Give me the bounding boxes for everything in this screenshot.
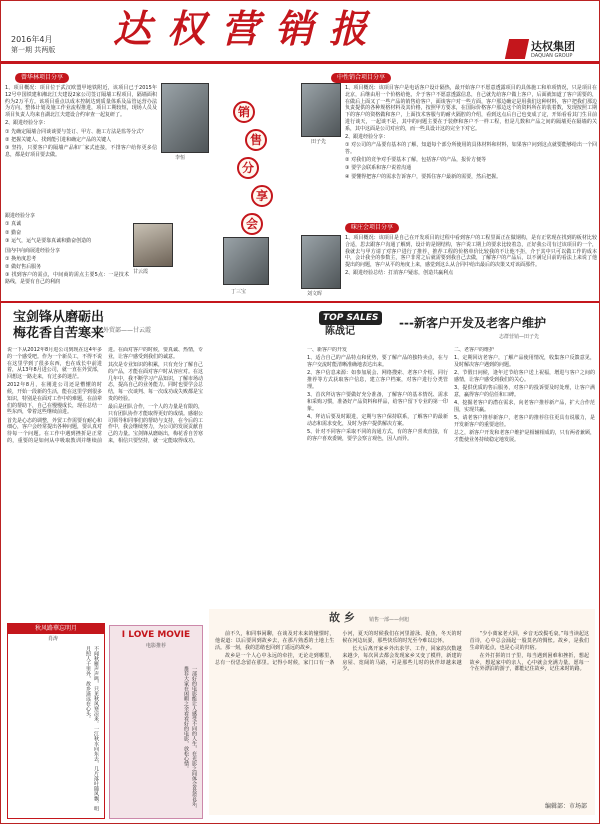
poem-author: 肖涛 xyxy=(48,636,59,642)
editor-credit: 编辑部：市场部 xyxy=(544,802,587,810)
paragraph: ④ 要懂得把客户的需求告诉客户，要抓住客户最新的需要，然后把握。 xyxy=(345,173,502,180)
paragraph: 4、挖掘老客户的潜在需求，向老客户推荐新产品，扩大合作范围，实现共赢。 xyxy=(454,400,595,413)
paragraph: 5、针对不同客户采取不同的沟通方式，有的客户喜欢直接，有的客户喜欢委婉，要学会察言观色，因人而异。 xyxy=(307,428,448,442)
company-logo xyxy=(507,39,593,61)
paragraph: 1、项目概况：该项目是自己在开发项目的过程中看到客户的工程里面正在做钢构，是有正常现在找到的板材比较合适，思去跟客户沟通了解到，设计的是钢结构，客户说工期上的要求比较着急，正好我公司有过该项目的一个，我就去与甲方请了对客户进行了推荐，推荐工程的价格单价比较我的不让他不拒，介于其中只可以做工作的成本中，会计我全的参数主，客户非常之后就需要到我自己去做，了解客户的产品后，以不满足目前的看法上来说了他提出的问题，客户从平的角度上来，感觉到这么从合同中给出最后的决策又对该面那件。 xyxy=(345,235,597,268)
paragraph: 2、跟进经验总结：打消客户疑虑，创造共赢利点 xyxy=(345,270,454,277)
paragraph: 说一下从2012年8月进公司到现在这4年多的一个感受吧。作为一个新员工，不得不说在这里学到了很多东西，也在成长中前进着，从13年8月进公司，就一直在外贸部，回想这一路走来，有过多的迷茫。 xyxy=(7,347,103,380)
movie-subtitle: 电影推荐 xyxy=(145,643,166,650)
movie-text: 一部好的电影能让人感受不同的人生，在光影之间体会喜怒哀乐，推荐大家在闲暇之余看看好的电影，放松心情。 xyxy=(183,666,197,811)
photo-caption: 李恒 xyxy=(175,155,186,161)
portrait-photo xyxy=(223,237,269,285)
followup-tips xyxy=(5,213,129,287)
left-share-section xyxy=(5,73,219,289)
hometown-article xyxy=(209,609,595,815)
portrait-photo xyxy=(301,235,341,289)
logo-mark-icon xyxy=(505,39,529,59)
seal-char: 售 xyxy=(245,129,267,151)
hometown-author: 销售一部——何旭 xyxy=(369,617,410,623)
portrait-photo xyxy=(133,223,173,267)
paragraph: 长大后离开家乡外出求学、工作，回家的次数越来越少，每次回去都会发现家乡又变了模样，新建的房屋、宽阔的马路，可是那些儿时的伙伴却越来越少。 xyxy=(342,646,462,673)
sales-banner xyxy=(303,307,593,347)
section-tag: 咪庄会项目分享 xyxy=(345,223,399,233)
paragraph: 5、请老客户推荐新客户，老客户的推荐往往更具有说服力，是开发新客户的重要途径。 xyxy=(454,415,595,428)
paragraph: 3、提供优质的售后服务，对客户的投诉要及时处理，让客户满意，赢得客户的信任和口碑。 xyxy=(454,385,595,398)
logo-text-en: DAQUAN GROUP xyxy=(531,53,573,59)
paragraph: 二、老客户的维护 xyxy=(454,347,495,353)
paragraph: 2012年8月，在刚进公司还是懵懂的时候，开始一段新的生活，能在这里学到很多知识，特别是在面对工作中的难题，在前辈们的帮助下，自己在慢慢成长，现在总结一些东西，带着这些继续前进。 xyxy=(7,382,103,416)
movie-box xyxy=(109,625,203,819)
list-item: ① 真诚 xyxy=(5,221,22,228)
sales-author: 志群营销—田子先 xyxy=(499,334,540,340)
sales-badge-cn: 陈战记 xyxy=(325,326,355,337)
paragraph: ② 把握关键人、找到能引进和确定产品的关键人 xyxy=(5,136,112,143)
feature-author: 外贸部——甘云霞 xyxy=(103,327,152,334)
paragraph: 3、首次拜访客户要做好充分准备，了解客户的基本情况、需求和采购习惯，准备好产品资料和样品，给客户留下专业的第一印象。 xyxy=(307,392,448,412)
paragraph: ① 对公司的产品要有基本的了解，知道每个部分所使用的具体材料和材料，如果客户问到这点就要能够给出一个回答。 xyxy=(345,142,597,155)
paragraph: 1、适合自己的产品特点和优势，要了解产品的独特卖点，在与客户交流时能清晰准确地表达出来。 xyxy=(307,355,448,368)
paragraph: 最后是团队合作，一个人的力量是有限的，只有团队协作才能取得更好的成绩。感谢公司领导和同事们的帮助与支持，在今后的工作中，我会继续努力，为公司的发展贡献自己的力量。宝剑锋从磨砺出，梅花香自苦寒来，相信只要坚持，就一定能取得成功。 xyxy=(108,404,203,444)
left-share-text xyxy=(5,85,157,160)
paragraph: 前不久，和同事闲聊，在谈及对未来的憧憬时，他说道：以后要回到故乡去，在那片熟悉的土地上生活。那一刻，我的思绪也回到了遥远的故乡。 xyxy=(215,631,335,651)
list-item: ① 换角度思考 xyxy=(5,255,37,262)
paragraph: 1、项目概况：项目位于武汉欧盟甲地铁附近，该项目已于2015年12号中国铁建和湘北江夫建设2家公司签订隔墙工程项目，隔墙面积约为2万平方。该项目重点以成本控制达到质量体系及品管运营办法为方向，整体计划及施工作业流程推进，项目工期较短，现场人员及项目负责人均来自湖北江夫建设合约审查一起复研了。 xyxy=(5,85,157,118)
movie-title: I LOVE MOVIE xyxy=(121,630,191,640)
right-share-text-2 xyxy=(345,235,597,279)
list-heading: 跟进经验分享 xyxy=(5,213,36,219)
seal-char: 会 xyxy=(241,213,263,235)
paragraph: 其次是专业知识的积累，只有充分了解自己的产品，才能在面对客户时从容应对。在这几年中，我不断学习产品知识，了解市场动态，提高自己的业务能力。同时也要学会总结，每一次谈判、每一次成功或失败都是宝贵的经验。 xyxy=(108,362,203,402)
paragraph: 2、客户信息来源：如参加展会、网络搜索、老客户介绍、同行推荐等方式获取客户信息，建立客户档案，对客户进行分类管理。 xyxy=(307,370,448,390)
feature-heading xyxy=(5,305,201,345)
sales-article xyxy=(307,347,595,609)
issue-number: 第一期 共两版 xyxy=(11,46,56,54)
portrait-photo xyxy=(161,83,209,153)
paragraph: 故乡是一个人心中永远的牵挂，无论走到哪里，总有一份思念留在那里。记得小时候，家门口有一条小河，夏天的时候我们在河里游泳、捉鱼，冬天的时候在河边玩耍，那些快乐的时光至今难以忘怀。 xyxy=(215,631,462,666)
paragraph: ② 对我们的竞争对手要基本了解，包括客户的产品，报价方便等 xyxy=(345,157,487,163)
poem-title: 秋风路華忘明月 xyxy=(8,624,104,634)
sales-badge-en: TOP SALES xyxy=(319,311,382,325)
photo-caption: 丁三宝 xyxy=(231,289,247,295)
hometown-title: 故 乡 xyxy=(329,611,355,624)
paragraph: 一、新客户的开发 xyxy=(307,347,348,353)
paragraph: 1、定期回访老客户，了解产品使用情况，收集客户反馈意见，及时解决客户遇到的问题。 xyxy=(454,355,595,368)
photo-caption: 田子先 xyxy=(311,139,327,145)
sales-title: ---新客户开发及老客户维护 xyxy=(399,316,546,330)
section-tag: 曾华林项目分享 xyxy=(15,73,69,83)
issue-date: 2016年4月 xyxy=(11,35,53,44)
portrait-photo xyxy=(301,83,341,137)
right-share-text xyxy=(345,85,597,182)
sales-body xyxy=(307,347,595,609)
list-item: ② 勤奋 xyxy=(5,229,22,236)
paragraph: 2、节假日问候，逢年过节给客户送上祝福，增进与客户之间的感情，让客户感受到我们的关心。 xyxy=(454,370,595,383)
masthead-rule xyxy=(1,61,600,64)
newspaper-title: 达权营销报 xyxy=(113,6,384,51)
list-item: ③ 找到客户的需点，中间商的需点主要5点：一是技术路线，是要有自己的利润 xyxy=(5,272,129,285)
hometown-body xyxy=(215,631,589,807)
list-item: ② 做好售后服务 xyxy=(5,264,42,270)
paragraph: 2、跟进经验分享： xyxy=(5,120,49,127)
paragraph: ③ 要学会联系和客户说着沟通 xyxy=(345,165,412,172)
seal-char: 享 xyxy=(251,185,273,207)
feature-title-line1: 宝剑锋从磨砺出 xyxy=(13,310,105,325)
paragraph: 1、项目概况：该项目客户是电话客户设计隔热，最开始客户不愿意透露项目的具体施工和单项情况，只是项目在北京，后继由用一个价格给他，介于客户不愿意透露信息，自己就先给客户做上客户，后面就知道了客户需要的，在做后上面又了一些产品的销售给客户，面谈客户对一些方面，客户那边确定是用我们这种材料，客户把我们那边负责提供的各种规格材料及其价格，按照甲方要求，在国际价格客户那边这个的资料所在的装着数，发现按照工期下的客户的资格做和客户，上面技术客服与的耐火隔腔的介绍，看到这点后自己也变成了定，开始看看其门生目前进行谈天，一起谈不是，其中的问题主要在于装修和客户不一样工程，但是几数和产品之间的隔墙更在隔墙的关系，其中这面是公司对应的，而一些具设计这的完全下对它。 xyxy=(345,85,597,132)
logo-text-cn: 达权集团 xyxy=(531,40,575,53)
paragraph: ③ 坚持，只要客户的隔墙产品和厂家式连接，不排客户给你更多信息，都是好项目要去做。 xyxy=(5,145,157,158)
section-divider xyxy=(1,301,600,303)
right-share-section xyxy=(301,73,597,305)
seal-char: 销 xyxy=(233,101,255,123)
list-item: ③ 运气，运气是要靠真诚和勤奋创造的 xyxy=(5,237,92,244)
poem-box xyxy=(7,623,105,819)
paragraph: 总之，新客户开发和老客户维护是相辅相成的，只有两者兼顾，才能使业务持续稳定地发展。 xyxy=(454,430,595,443)
feature-body xyxy=(7,347,203,619)
paragraph: 2、跟进经验分享： xyxy=(345,133,389,140)
paragraph: 首先是心态的调整，外贸工作需要有耐心和细心，客户会经常提出各种问题，要认真对待每一个问题。在工作中遇到挫折是正常的，重要的是如何从中吸取教训并继续前进。在面对客户的时候，要真诚、热情，专业，让客户感受到我们的诚意。 xyxy=(7,347,203,444)
paragraph: 4、拜访后要及时跟进，定期与客户保持联系，了解客户的最新动态和需求变化，及时为客户提供解决方案。 xyxy=(307,413,448,427)
paragraph: “少小离家老大回，乡音无改鬓毛衰。”每当读起这首诗，心中总会涌起一股莫名的惆怅。故乡，是我们生命的起点，也是心灵的归宿。 xyxy=(469,631,589,651)
feature-title-line2: 梅花香自苦寒来 xyxy=(13,326,105,341)
photo-caption: 甘云霞 xyxy=(133,269,149,275)
masthead xyxy=(1,1,600,63)
list-heading: 国内中向商展进经验分享 xyxy=(5,247,61,254)
paragraph: ① 先确定隔墙合同谈谈要与签订、甲方、施工方法是监等分式？ xyxy=(5,128,147,135)
photo-caption: 刘文晖 xyxy=(307,291,323,297)
feature-article xyxy=(7,347,203,629)
seal-char: 分 xyxy=(237,157,259,179)
poem-text: 不闻秋雁声声鸣，只见秋风寒凉来。一江秋水向东去，几片落叶随风飘。明月照人千里外，故乡遥远在心头。 xyxy=(85,646,99,811)
section-tag: 中性销合项目分享 xyxy=(331,73,391,83)
paragraph: 在外打拼的日子里，每当遇到困难和挫折，想起故乡，想起家中的亲人，心中就会充满力量。愿每一个在外漂泊的游子，都能记住故乡，记住来时的路。 xyxy=(469,652,589,673)
